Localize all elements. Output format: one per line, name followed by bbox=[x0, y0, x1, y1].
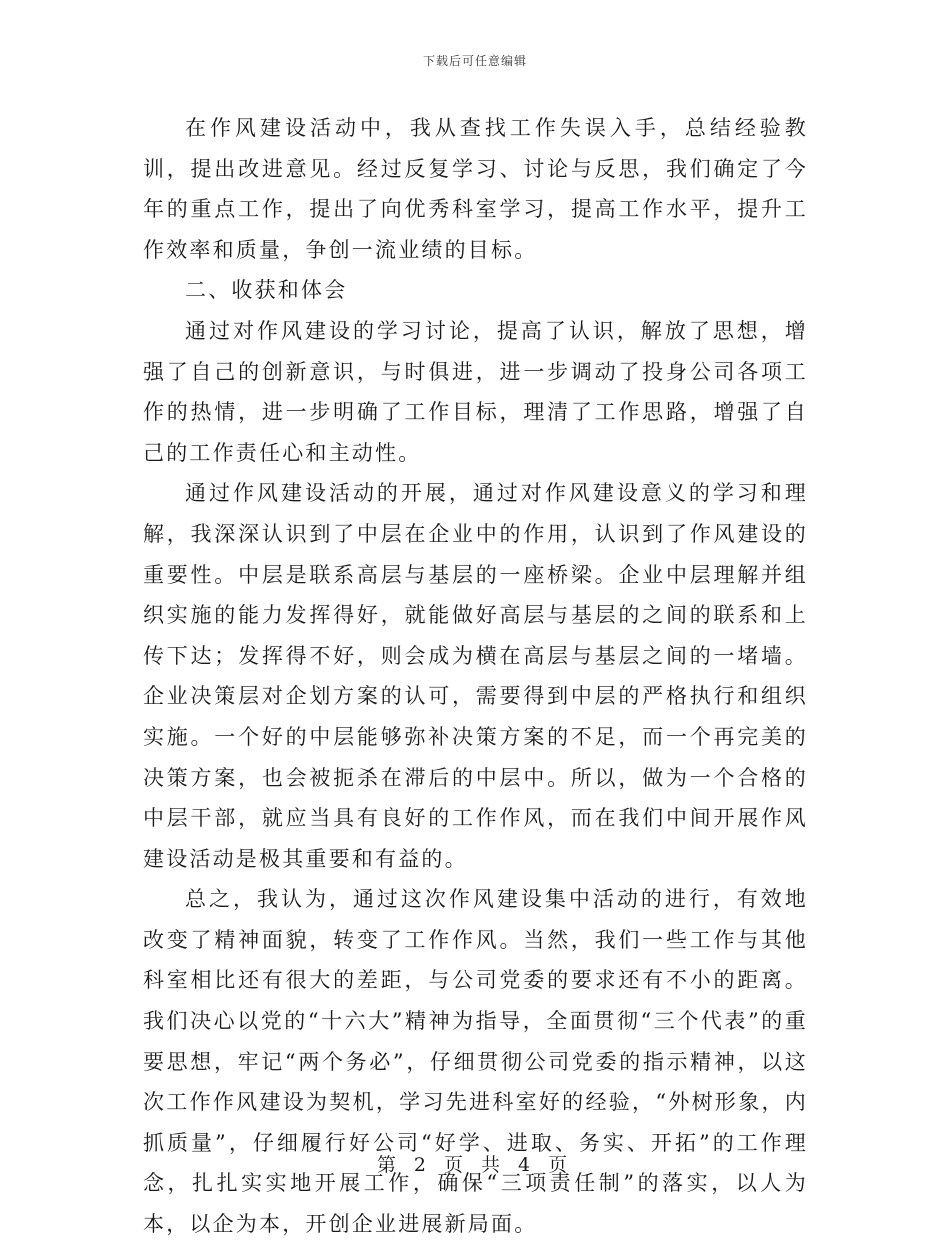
page-header: 下载后可任意编辑 bbox=[422, 54, 527, 68]
paragraph-learning-discussion: 通过对作风建设的学习讨论，提高了认识，解放了思想，增强了自己的创新意识，与时俱进，进一步调动了投身公司各项工作的热情，进一步明确了工作目标，理清了工作思路，增强了自己的工作责任心和主动性。 bbox=[143, 318, 808, 465]
paragraph-middle-management: 通过作风建设活动的开展，通过对作风建设意义的学习和理解，我深深认识到了中层在企业中的作用，认识到了作风建设的重要性。中层是联系高层与基层的一座桥梁。企业中层理解并组织实施的能力发挥得好，就能做好高层与基层的之间的联系和上传下达；发挥得不好，则会成为横在高层与基层之间的一堵墙。企业决策层对企划方案的认可，需要得到中层的严格执行和组织实施。一个好的中层能够弥补决策方案的不足，而一个再完美的决策方案，也会被扼杀在滞后的中层中。所以，做为一个合格的中层干部，就应当具有良好的工作作风，而在我们中间开展作风建设活动是极其重要和有益的。 bbox=[143, 481, 808, 871]
section-heading-gains: 二、收获和体会 bbox=[185, 278, 348, 303]
paragraph-work-style-activity: 在作风建设活动中，我从查找工作失误入手，总结经验教训，提出改进意见。经过反复学习、讨论与反思，我们确定了今年的重点工作，提出了向优秀科室学习，提高工作水平，提升工作效率和质量，争创一流业绩的目标。 bbox=[143, 116, 808, 262]
document-body bbox=[143, 108, 808, 1245]
paragraph-conclusion: 总之，我认为，通过这次作风建设集中活动的进行，有效地改变了精神面貌，转变了工作作风。当然，我们一些工作与其他科室相比还有很大的差距，与公司党委的要求还有不小的距离。我们决心以党的“十六大”精神为指导，全面贯彻“三个代表”的重要思想，牢记“两个务必”，仔细贯彻公司党委的指示精神，以这次工作作风建设为契机，学习先进科室好的经验，“外树形象，内抓质量”，仔细履行好公司“好学、进取、务实、开拓”的工作理念，扎扎实实地开展工作，确保“三项责任制”的落实，以人为本，以企为本，开创企业进展新局面。 bbox=[143, 887, 808, 1237]
page-number: 第 2 页 共 4 页 bbox=[376, 1154, 574, 1176]
